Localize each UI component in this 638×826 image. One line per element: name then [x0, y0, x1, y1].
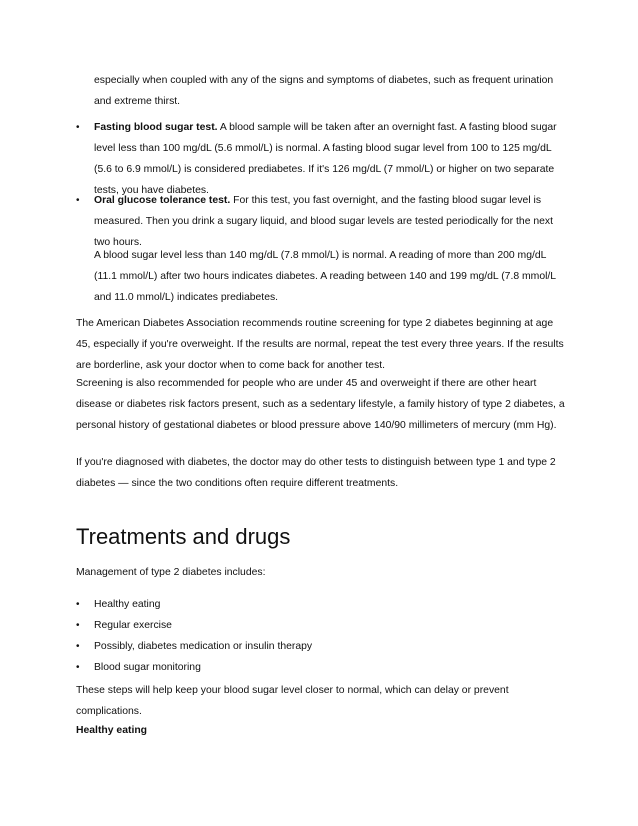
bullet-icon: • [76, 620, 80, 631]
section-title: Treatments and drugs [76, 524, 291, 549]
bullet-icon: • [76, 195, 80, 206]
screening-paragraph: Screening is also recommended for people who are under 45 and overweight if there are other heart disease or diabetes risk factors present, such as a sedentary lifestyle, a family history of type 2 diabetes, a personal history of gestational diabetes or blood pressure above 140/90 millimeters of mercury (mm Hg). [76, 378, 565, 431]
bullet-icon: • [76, 662, 80, 673]
management-item: Regular exercise [94, 620, 172, 631]
management-item: Blood sugar monitoring [94, 662, 201, 673]
fasting-test-item [94, 117, 566, 201]
bullet-icon: • [76, 599, 80, 610]
bullet-icon: • [76, 641, 80, 652]
management-item: Possibly, diabetes medication or insulin therapy [94, 641, 313, 652]
healthy-eating-subheading: Healthy eating [76, 725, 148, 736]
ogtt-results: A blood sugar level less than 140 mg/dL (7.8 mmol/L) is normal. A reading of more than 200 mg/dL (11.1 mmol/L) after two hours indicates diabetes. A reading between 140 and 199 mg/dL (7.8 mmol/L and 11.0 mmol/L) indicates prediabetes. [94, 250, 556, 303]
management-item: Healthy eating [94, 599, 161, 610]
ogtt-name: Oral glucose tolerance test. [94, 195, 231, 206]
fasting-test-text: A blood sample will be taken after an overnight fast. A fasting blood sugar level less than 100 mg/dL (5.6 mmol/L) is normal. A fasting blood sugar level from 100 to 125 mg/dL (5.6 to 6.9 mmol/L) is considered prediabetes. If it's 126 mg/dL (7 mmol/L) or higher on two separate tests, you have diabetes. [94, 122, 557, 196]
diagnosed-paragraph: If you're diagnosed with diabetes, the doctor may do other tests to distinguish between type 1 and type 2 diabetes — since the two conditions often require different treatments. [76, 457, 556, 489]
fasting-test-name: Fasting blood sugar test. [94, 122, 218, 133]
steps-paragraph: These steps will help keep your blood sugar level closer to normal, which can delay or prevent complications. [76, 685, 509, 717]
bullet-icon: • [76, 122, 80, 133]
intro-continuation: especially when coupled with any of the signs and symptoms of diabetes, such as frequent urination and extreme thirst. [94, 75, 554, 107]
management-intro: Management of type 2 diabetes includes: [76, 567, 266, 578]
ogtt-item [94, 190, 566, 253]
ada-paragraph: The American Diabetes Association recommends routine screening for type 2 diabetes beginning at age 45, especially if you're overweight. If the results are normal, repeat the test every three years. If the results are borderline, ask your doctor when to come back for another test. [76, 318, 564, 371]
ogtt-text: For this test, you fast overnight, and the fasting blood sugar level is measured. Then you drink a sugary liquid, and blood sugar levels are tested periodically for the next two hours. [94, 195, 553, 248]
